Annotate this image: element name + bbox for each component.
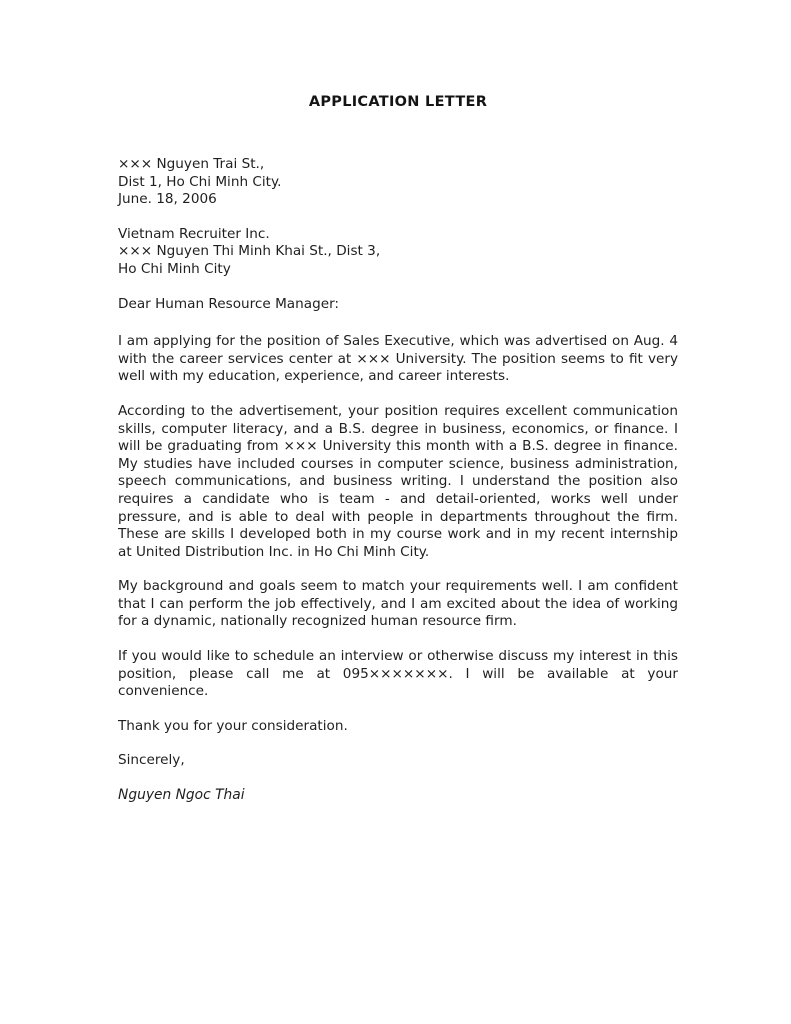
letter-body (118, 92, 678, 805)
thank-you-line: Thank you for your consideration. (118, 717, 348, 734)
recipient-address-line-1: Vietnam Recruiter Inc. (118, 225, 270, 242)
recipient-address-line-3: Ho Chi Minh City (118, 260, 231, 277)
sender-address-line-1: ××× Nguyen Trai St., (118, 156, 265, 172)
sender-address-line-2: Dist 1, Ho Chi Minh City. (118, 173, 282, 190)
sender-address-block (118, 156, 678, 209)
body-paragraph-1: I am applying for the position of Sales Executive, which was advertised on Aug. 4 with the career services center at ××× University. The position seems to fit very well with my education, experience, and career interests. (118, 333, 678, 385)
closing-line: Sincerely, (118, 752, 185, 769)
signature-name: Nguyen Ngoc Thai (118, 787, 245, 804)
body-paragraph-2: According to the advertisement, your position requires excellent communication skills, computer literacy, and a B.S. degree in business, economics, or finance. I will be graduating from ××× University this month with a B.S. degree in finance. My studies have included courses in computer science, business administration, speech communications, and business writing. I understand the position also requires a candidate who is team - and detail-oriented, works well under pressure, and is able to deal with people in departments throughout the firm. These are skills I developed both in my course work and in my recent internship at United Distribution Inc. in Ho Chi Minh City. (118, 402, 678, 560)
page-title: APPLICATION LETTER (308, 94, 488, 110)
body-paragraph-4: If you would like to schedule an interview or otherwise discuss my interest in this position, please call me at 095×××××××. I will be available at your convenience. (118, 648, 678, 700)
recipient-address-block (118, 226, 678, 279)
body-paragraph-3: My background and goals seem to match your requirements well. I am confident that I can perform the job effectively, and I am excited about the idea of working for a dynamic, nationally recognized human resource firm. (118, 578, 678, 630)
recipient-address-line-2: ××× Nguyen Thi Minh Khai St., Dist 3, (118, 243, 381, 260)
sender-address-line-3: June. 18, 2006 (118, 191, 217, 208)
salutation: Dear Human Resource Manager: (118, 295, 340, 312)
